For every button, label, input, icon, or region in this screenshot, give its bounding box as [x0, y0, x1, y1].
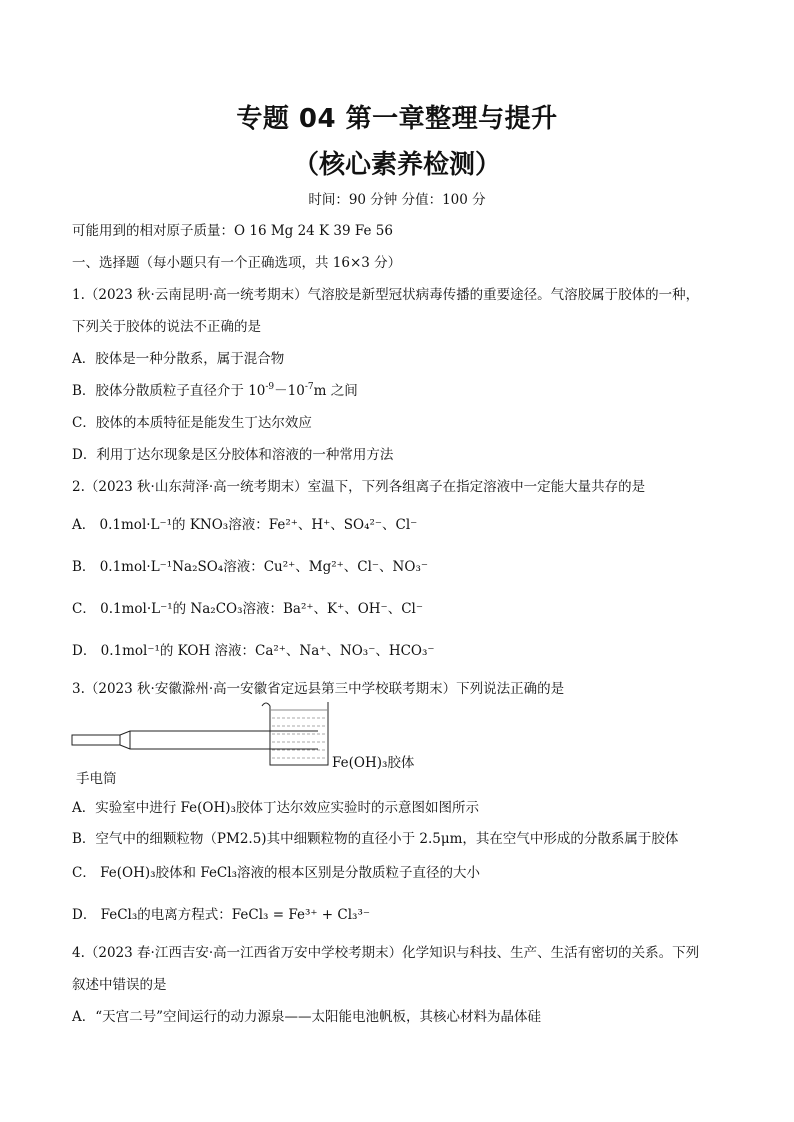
- q1-option-b-exp1: -9: [265, 382, 275, 392]
- q2-option-b: B． 0.1mol·L⁻¹Na₂SO₄溶液：Cu²⁺、Mg²⁺、Cl⁻、NO₃⁻: [72, 559, 428, 575]
- q1-option-c: C．胶体的本质特征是能发生丁达尔效应: [72, 415, 312, 431]
- q3-stem: 3.（2023 秋·安徽滁州·高一安徽省定远县第三中学校联考期末）下列说法正确的是: [72, 681, 565, 697]
- document-subtitle: （核心素养检测）: [292, 150, 501, 180]
- q4-stem-line1: 4.（2023 春·江西吉安·高一江西省万安中学校考期末）化学知识与科技、生产、生活有密切的关系。下列: [72, 945, 700, 961]
- q1-option-a: A．胶体是一种分散系，属于混合物: [72, 351, 285, 367]
- q3-option-c: C． Fe(OH)₃胶体和 FeCl₃溶液的根本区别是分散质粒子直径的大小: [72, 865, 480, 881]
- q1-option-b-pre: B．胶体分散质粒子直径介于 10: [72, 383, 266, 399]
- q2-option-d: D． 0.1mol⁻¹的 KOH 溶液：Ca²⁺、Na⁺、NO₃⁻、HCO₃⁻: [72, 643, 435, 659]
- beaker-icon: [262, 702, 328, 765]
- q1-stem-line2: 下列关于胶体的说法不正确的是: [72, 319, 261, 335]
- document-title: 专题 04 第一章整理与提升: [236, 104, 558, 134]
- section-heading: 一、选择题（每小题只有一个正确选项，共 16×3 分）: [72, 255, 402, 271]
- atomic-mass-info: 可能用到的相对原子质量：O 16 Mg 24 K 39 Fe 56: [72, 223, 393, 239]
- q1-option-d: D．利用丁达尔现象是区分胶体和溶液的一种常用方法: [72, 447, 394, 463]
- q1-stem-line1: 1.（2023 秋·云南昆明·高一统考期末）气溶胶是新型冠状病毒传播的重要途径。气溶胶属于胶体的一种，: [72, 287, 700, 303]
- q2-stem: 2.（2023 秋·山东菏泽·高一统考期末）室温下，下列各组离子在指定溶液中一定能大量共存的是: [72, 479, 646, 495]
- figure-label-colloid: Fe(OH)₃胶体: [332, 755, 415, 771]
- q1-option-b-exp2: -7: [304, 382, 314, 392]
- q2-option-a: A． 0.1mol·L⁻¹的 KNO₃溶液：Fe²⁺、H⁺、SO₄²⁻、Cl⁻: [72, 517, 418, 533]
- q3-option-d: D． FeCl₃的电离方程式：FeCl₃ = Fe³⁺ + Cl₃³⁻: [72, 907, 371, 923]
- q2-option-c: C． 0.1mol·L⁻¹的 Na₂CO₃溶液：Ba²⁺、K⁺、OH⁻、Cl⁻: [72, 601, 423, 617]
- q3-option-b: B．空气中的细颗粒物（PM2.5)其中细颗粒物的直径小于 2.5μm，其在空气中形成的分散系属于胶体: [72, 831, 679, 847]
- q4-stem-line2: 叙述中错误的是: [72, 977, 167, 993]
- q1-option-b-post: m 之间: [313, 383, 358, 399]
- q3-option-a: A．实验室中进行 Fe(OH)₃胶体丁达尔效应实验时的示意图如图所示: [72, 800, 479, 816]
- figure-label-flashlight: 手电筒: [76, 771, 117, 787]
- flashlight-icon: [72, 731, 318, 749]
- q4-option-a: A．“天宫二号”空间运行的动力源泉——太阳能电池帆板，其核心材料为晶体硅: [72, 1009, 542, 1025]
- q1-option-b-mid: －10: [274, 383, 305, 399]
- time-score-info: 时间：90 分钟 分值：100 分: [308, 192, 486, 208]
